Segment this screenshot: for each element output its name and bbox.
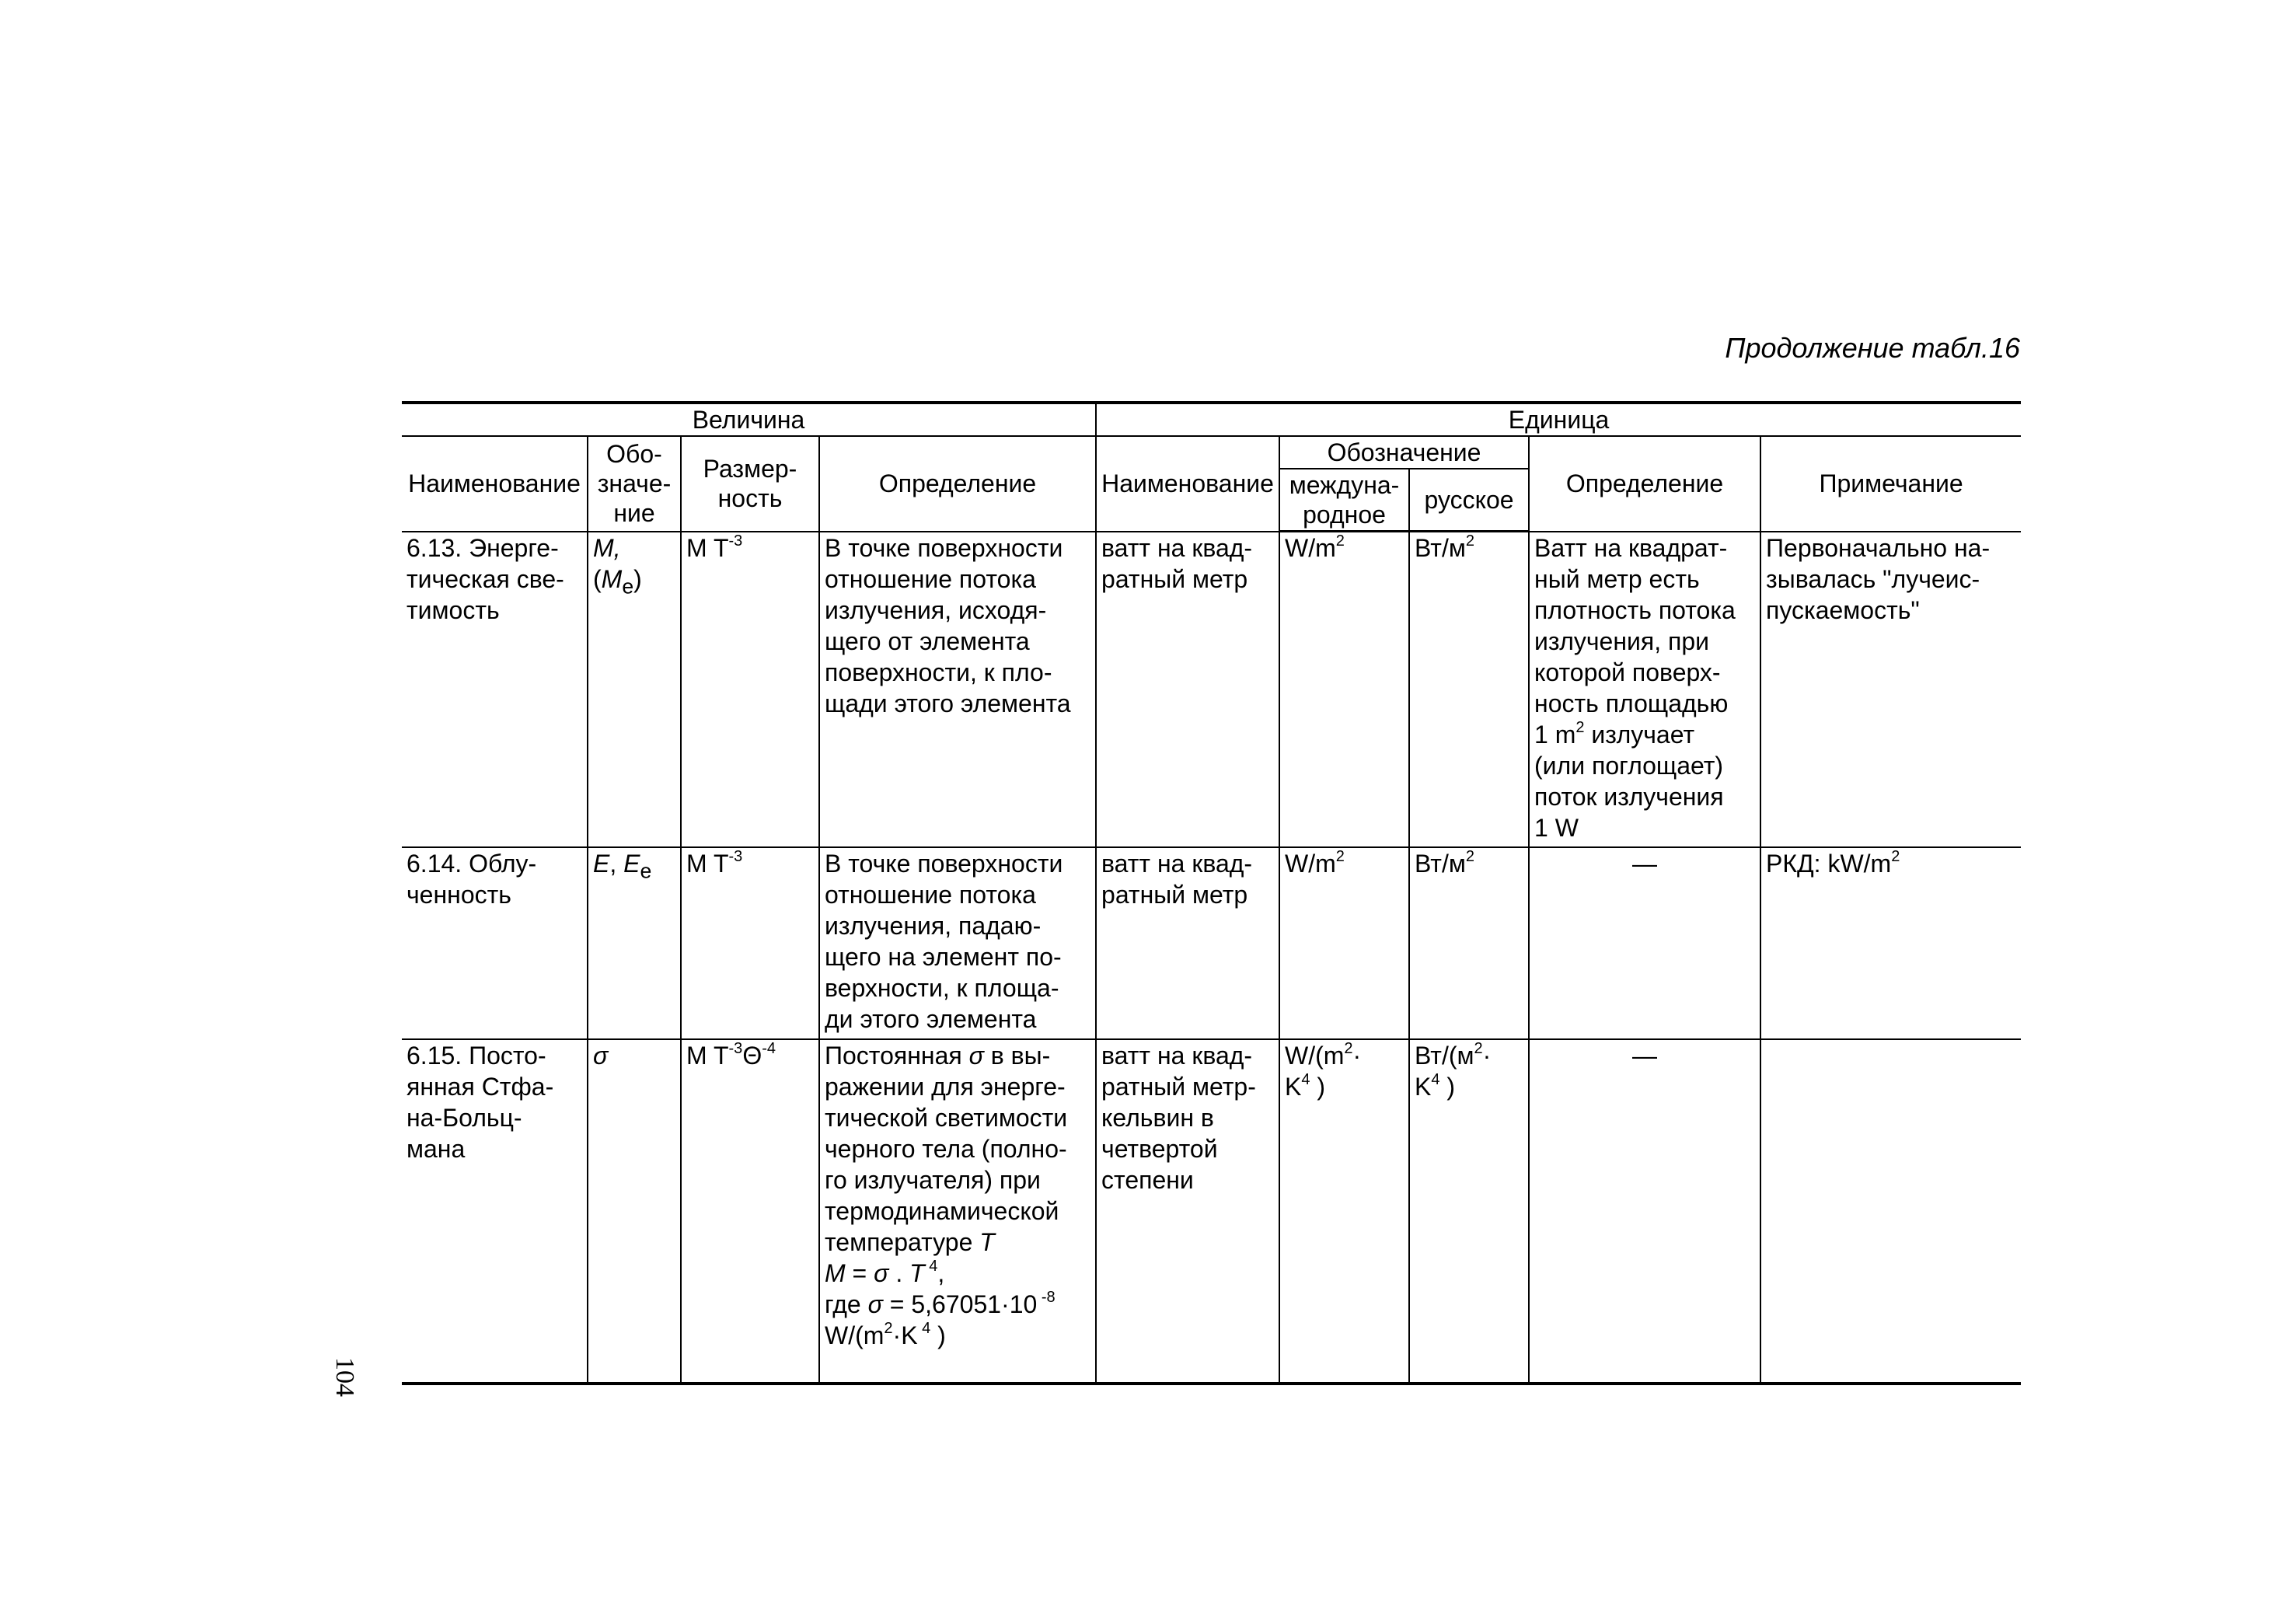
table-header — [402, 403, 2021, 532]
header-unit-group: Единица — [1096, 403, 2021, 436]
unit-exponent: 4 — [1431, 1071, 1440, 1088]
unit-text: ) — [1310, 1073, 1326, 1101]
unit-russian-cell — [1409, 532, 1529, 848]
symbol-text: M — [601, 564, 623, 593]
header-quantity-group: Величина — [402, 403, 1096, 436]
formula-symbol: M — [825, 1259, 846, 1287]
symbol-text: E — [593, 850, 610, 878]
constant-text: = 5,67051·10 — [882, 1290, 1038, 1318]
header-unit-definition: Определение — [1529, 436, 1760, 532]
unit-text: Вт/(м — [1415, 1042, 1474, 1070]
dimension-exponent: -4 — [762, 1040, 776, 1057]
formula-symbol: σ — [874, 1259, 889, 1287]
unit-text: W/m — [1285, 534, 1336, 562]
symbol-paren: ( — [593, 564, 602, 593]
unit-exponent: 2 — [1465, 532, 1474, 550]
unit-text: · K — [1415, 1042, 1492, 1101]
definition-text: в вы- — [983, 1042, 1051, 1070]
header-quantity-definition: Определение — [819, 436, 1096, 532]
quantity-symbol-cell: σ — [588, 1039, 681, 1384]
table-caption: Продолжение табл.16 — [1725, 332, 2020, 364]
symbol-index: e — [640, 859, 652, 883]
page-number: 104 — [330, 1357, 359, 1397]
note-text: РКД: kW/m — [1766, 850, 1892, 878]
unit-definition-text: Ватт на квадрат- ный метр есть плотность потока излучения, при которой поверх- ность площадью 1 m — [1534, 533, 1736, 749]
definition-symbol: T — [979, 1228, 995, 1256]
unit-name-cell: ватт на квад- ратный метр — [1096, 847, 1279, 1039]
header-unit-international: междуна- родное — [1279, 469, 1409, 532]
quantity-symbol-cell — [588, 847, 681, 1039]
unit-russian-cell — [1409, 847, 1529, 1039]
unit-international-cell — [1279, 532, 1409, 848]
constant-unit-text: ·K — [892, 1321, 918, 1349]
definition-text: ражении для энерге- тической светимости черного тела (полно- го излучателя) при термодинамической температуре — [825, 1073, 1068, 1256]
quantity-dimension-cell — [681, 532, 819, 848]
unit-definition-cell: — — [1529, 1039, 1760, 1384]
table-row — [402, 1039, 2021, 1384]
unit-exponent: 4 — [1301, 1071, 1310, 1088]
unit-exponent: 2 — [1335, 848, 1345, 865]
formula-exponent: 4 — [924, 1258, 938, 1275]
quantity-name-cell: 6.14. Облу- ченность — [402, 847, 588, 1039]
unit-text: · K — [1285, 1042, 1362, 1101]
quantity-dimension-cell — [681, 847, 819, 1039]
definition-text: Постоянная — [825, 1042, 969, 1070]
dimension-exponent: -3 — [728, 532, 743, 550]
formula-symbol: T — [909, 1259, 925, 1287]
unit-name-cell: ватт на квад- ратный метр- кельвин в четвертой степени — [1096, 1039, 1279, 1384]
symbol-paren: ) — [633, 564, 642, 593]
symbol-text: E — [623, 850, 640, 878]
formula-text: . — [888, 1259, 910, 1287]
quantity-name-cell: 6.13. Энерге- тическая све- тимость — [402, 532, 588, 848]
constant-unit-exponent: 4 — [917, 1320, 931, 1337]
unit-exponent: 2 — [1335, 532, 1345, 550]
constant-symbol: σ — [867, 1290, 883, 1318]
dimension-exponent: -3 — [728, 848, 743, 865]
formula-text: , — [937, 1259, 945, 1287]
unit-name-cell: ватт на квад- ратный метр — [1096, 532, 1279, 848]
unit-definition-cell — [1529, 532, 1760, 848]
quantity-definition-cell: В точке поверхности отношение потока излучения, падаю- щего на элемент по- верхности, к площа- ди этого элемента — [819, 847, 1096, 1039]
constant-unit-text: ) — [930, 1321, 946, 1349]
note-cell: Первоначально на- зывалась "лучеис- пускаемость" — [1760, 532, 2021, 848]
symbol-text: M, — [593, 533, 621, 562]
symbol-separator: , — [609, 850, 624, 878]
unit-exponent: 2 — [1465, 848, 1474, 865]
unit-definition-cell: — — [1529, 847, 1760, 1039]
header-quantity-symbol: Обо- значе- ние — [588, 436, 681, 532]
unit-definition-exponent: 2 — [1575, 718, 1585, 736]
header-quantity-name: Наименование — [402, 436, 588, 532]
quantities-table — [402, 401, 2021, 1385]
note-cell — [1760, 1039, 2021, 1384]
header-unit-designation: Обозначение — [1279, 436, 1529, 469]
quantity-dimension-cell — [681, 1039, 819, 1384]
unit-text: W/m — [1285, 850, 1336, 878]
quantity-symbol-cell — [588, 532, 681, 848]
unit-definition-text: излучает (или поглощает) поток излучения 1 W — [1534, 720, 1724, 842]
header-unit-russian: русское — [1409, 469, 1529, 532]
unit-text: ) — [1439, 1073, 1456, 1101]
constant-unit-exponent: 2 — [884, 1320, 893, 1337]
unit-international-cell — [1279, 847, 1409, 1039]
note-exponent: 2 — [1891, 848, 1900, 865]
unit-text: Вт/м — [1415, 850, 1466, 878]
definition-symbol: σ — [968, 1042, 984, 1070]
dimension-text: M T — [686, 533, 729, 562]
quantity-name-cell: 6.15. Посто- янная Стфа- на-Больц- мана — [402, 1039, 588, 1384]
header-quantity-dimension: Размер- ность — [681, 436, 819, 532]
dimension-text: Θ — [742, 1042, 762, 1070]
unit-exponent: 2 — [1344, 1040, 1353, 1057]
table-row — [402, 532, 2021, 848]
quantity-definition-cell: В точке поверхности отношение потока излучения, исходя- щего от элемента поверхности, к пло- щади этого элемента — [819, 532, 1096, 848]
unit-international-cell — [1279, 1039, 1409, 1384]
table-row — [402, 847, 2021, 1039]
dimension-exponent: -3 — [728, 1040, 743, 1057]
header-unit-name: Наименование — [1096, 436, 1279, 532]
header-unit-note: Примечание — [1760, 436, 2021, 532]
unit-exponent: 2 — [1474, 1040, 1483, 1057]
unit-text: Вт/м — [1415, 534, 1466, 562]
unit-text: W/(m — [1285, 1042, 1345, 1070]
constant-text: где — [825, 1290, 868, 1318]
constant-unit-text: W/(m — [825, 1321, 885, 1349]
unit-russian-cell — [1409, 1039, 1529, 1384]
quantity-definition-cell — [819, 1039, 1096, 1384]
dimension-text: M T — [686, 850, 729, 878]
table-body — [402, 532, 2021, 1384]
constant-exponent: -8 — [1037, 1289, 1056, 1306]
symbol-index: e — [622, 574, 634, 598]
formula-text: = — [845, 1259, 874, 1287]
note-cell — [1760, 847, 2021, 1039]
dimension-text: M T — [686, 1042, 729, 1070]
